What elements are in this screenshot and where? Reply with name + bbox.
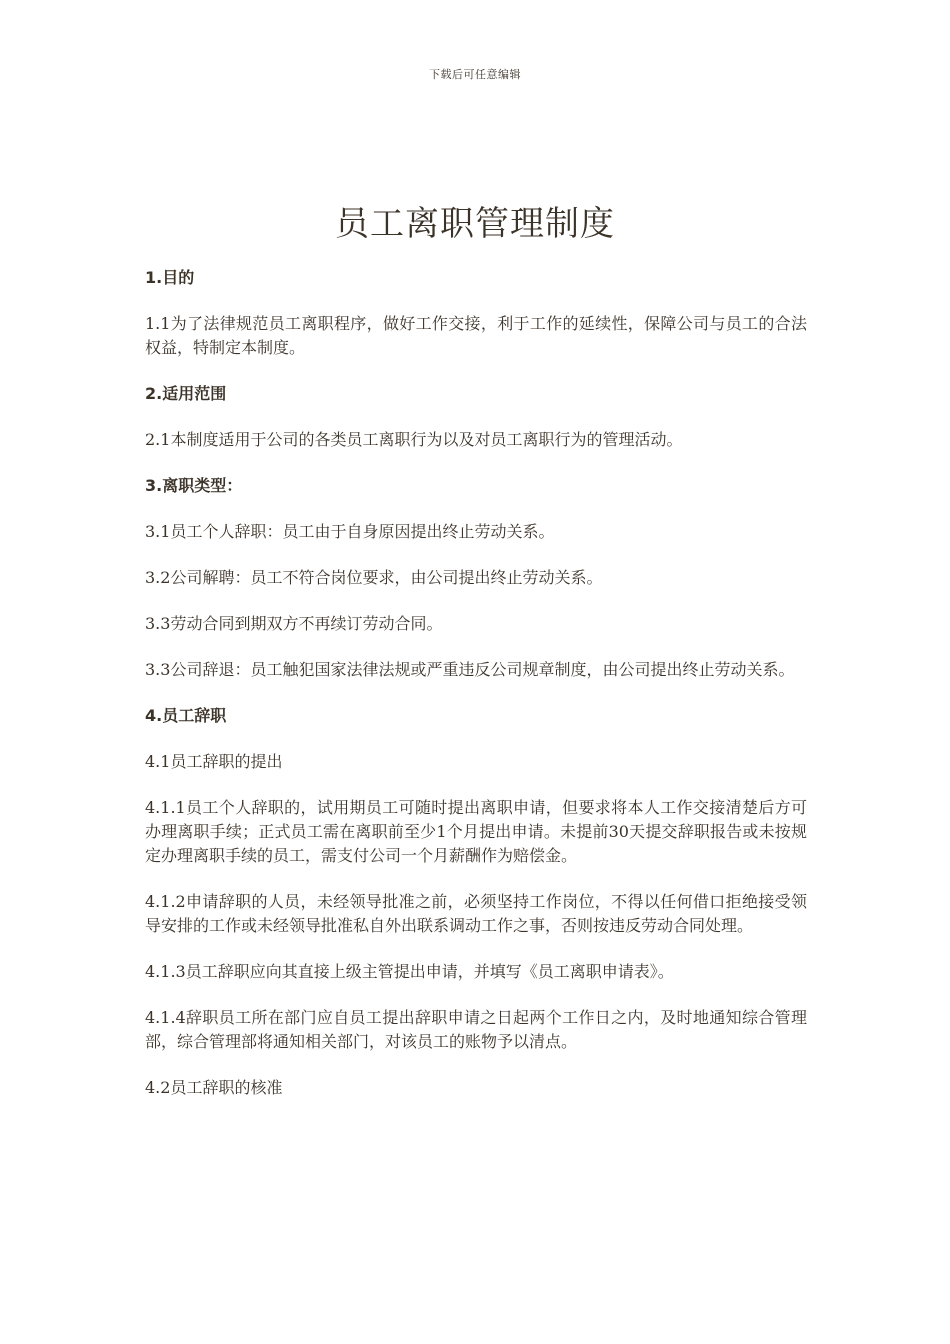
paragraph: 3.3劳动合同到期双方不再续订劳动合同。: [145, 614, 443, 633]
section-heading: 1.目的: [145, 268, 195, 287]
document-title: 员工离职管理制度: [335, 204, 615, 244]
paragraph: 4.1.3员工辞职应向其直接上级主管提出申请，并填写《员工离职申请表》。: [145, 962, 674, 981]
paragraph: 3.3公司辞退：员工触犯国家法律法规或严重违反公司规章制度，由公司提出终止劳动关系。: [145, 660, 795, 679]
paragraph: 4.1员工辞职的提出: [145, 752, 283, 771]
paragraph: 4.1.2申请辞职的人员，未经领导批准之前，必须坚持工作岗位，不得以任何借口拒绝接受领导安排的工作或未经领导批准私自外出联系调动工作之事，否则按违反劳动合同处理。: [145, 892, 807, 935]
section-heading: 2.适用范围: [145, 384, 227, 403]
paragraph: 3.1员工个人辞职：员工由于自身原因提出终止劳动关系。: [145, 522, 555, 541]
paragraph: 2.1本制度适用于公司的各类员工离职行为以及对员工离职行为的管理活动。: [145, 430, 683, 449]
header-note: 下载后可任意编辑: [429, 68, 521, 81]
paragraph: 1.1为了法律规范员工离职程序，做好工作交接，利于工作的延续性，保障公司与员工的合法权益，特制定本制度。: [145, 314, 807, 357]
paragraph: 4.1.1员工个人辞职的，试用期员工可随时提出离职申请，但要求将本人工作交接清楚后方可办理离职手续；正式员工需在离职前至少1个月提出申请。未提前30天提交辞职报告或未按规定办理离职手续的员工，需支付公司一个月薪酬作为赔偿金。: [145, 798, 807, 865]
paragraph: 4.2员工辞职的核准: [145, 1078, 283, 1097]
paragraph: 4.1.4辞职员工所在部门应自员工提出辞职申请之日起两个工作日之内，及时地通知综合管理部，综合管理部将通知相关部门，对该员工的账物予以清点。: [145, 1008, 807, 1051]
section-heading: 3.离职类型：: [145, 476, 243, 495]
paragraph: 3.2公司解聘：员工不符合岗位要求，由公司提出终止劳动关系。: [145, 568, 603, 587]
document-body: [145, 266, 807, 1122]
section-heading: 4.员工辞职: [145, 706, 227, 725]
